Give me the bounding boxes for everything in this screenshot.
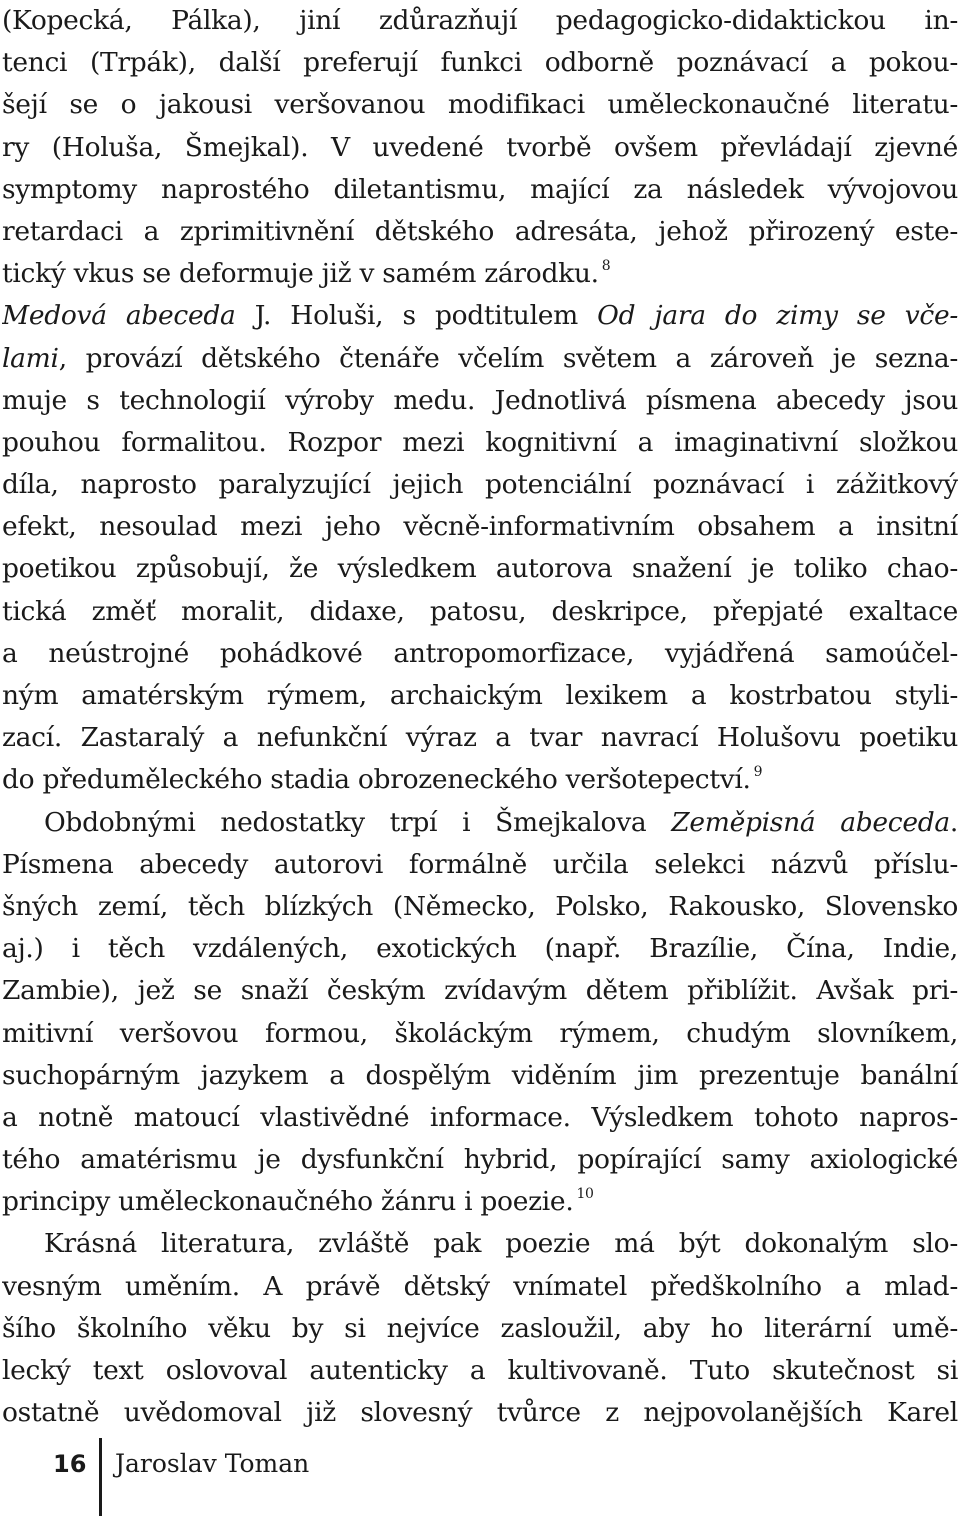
text-segment: do předuměleckého stadia obrozeneckého veršotepectví. [2,764,751,796]
text-line [2,253,958,295]
paragraph [2,295,958,801]
page-footer [0,1438,960,1508]
text-segment: vesným uměním. A právě dětský vnímatel předškolního a mlad- [2,1270,958,1302]
text-segment: . [949,806,958,838]
paragraph [2,0,958,295]
text-line [2,422,958,464]
text-line [2,1013,958,1055]
italic-title: Zeměpisná abeceda [671,806,950,838]
text-segment: , provází dětského čtenáře včelím světem a zároveň je sezna- [58,342,958,374]
text-line [2,1223,958,1265]
text-line [2,506,958,548]
text-segment: poetikou způsobují, že výsledkem autorova snažení je toliko chao- [2,553,958,585]
text-line [2,633,958,675]
text-segment: muje s technologií výroby medu. Jednotlivá písmena abecedy jsou [2,384,958,416]
text-segment: lecký text oslovoval autenticky a kultivovaně. Tuto skutečnost si [2,1355,958,1386]
text-line [2,295,958,337]
text-segment: pouhou formalitou. Rozpor mezi kognitivní a imaginativní složkou [2,426,958,458]
text-segment: ry (Holuša, Šmejkal). V uvedené tvorbě ovšem převládají zjevné [2,131,958,163]
text-segment: tenci (Trpák), další preferují funkci odborně poznávací a pokou- [2,47,958,79]
text-line [2,844,958,886]
text-line [2,886,958,928]
text-segment: symptomy naprostého diletantismu, mající za následek vývojovou [2,173,958,205]
text-line [2,1266,958,1308]
text-segment: retardaci a zprimitivnění dětského adresáta, jehož přirozený este- [2,215,958,247]
footnote-marker[interactable]: 8 [601,258,611,275]
footnote-marker[interactable]: 10 [576,1186,594,1203]
text-segment: Krásná literatura, zvláště pak poezie má být dokonalým slo- [44,1228,958,1260]
text-line [2,1097,958,1139]
text-line [2,84,958,126]
italic-title: Od jara do zimy se vče- [597,300,958,332]
text-line [2,1308,958,1350]
text-line [2,759,958,801]
text-segment: principy uměleckonaučného žánru i poezie. [2,1186,574,1218]
text-line [2,675,958,717]
text-line [2,380,958,422]
paragraph [2,1223,958,1434]
body-text [2,0,958,1434]
footnote-marker[interactable]: 9 [753,764,763,781]
text-segment: a neústrojné pohádkové antropomorfizace, vyjádřená samoúčel- [2,637,958,669]
text-line [2,717,958,759]
text-line [2,1139,958,1181]
text-segment: Písmena abecedy autorovi formálně určila selekci názvů příslu- [2,848,958,880]
text-line [2,548,958,590]
text-line [2,802,958,844]
text-line [2,0,958,42]
italic-title: lami [2,342,59,374]
text-segment: díla, naprosto paralyzující jejich potenciální poznávací i zážitkový [2,469,958,501]
text-segment: J. Holuši, s podtitulem [235,300,598,332]
text-line [2,42,958,84]
paragraph [2,802,958,1224]
text-segment: mitivní veršovou formou, školáckým rýmem, chudým slovníkem, [2,1017,958,1049]
text-segment: šných zemí, těch blízkých (Německo, Polsko, Rakousko, Slovensko [2,890,958,922]
text-segment: a notně matoucí vlastivědné informace. Výsledkem tohoto napros- [2,1101,958,1133]
text-line [2,464,958,506]
text-segment: Obdobnými nedostatky trpí i Šmejkalova [44,806,672,838]
text-segment: suchopárným jazykem a dospělým viděním jim prezentuje banální [2,1059,958,1091]
text-segment: Zambie), jež se snaží českým zvídavým dětem přiblížit. Avšak pri- [2,975,958,1007]
text-segment: aj.) i těch vzdálených, exotických (např. Brazílie, Čína, Indie, [2,933,958,965]
text-segment: šího školního věku by si nejvíce zasloužil, aby ho literární umě- [2,1312,958,1344]
text-line [2,1392,958,1434]
text-segment: tická změť moralit, didaxe, patosu, deskripce, přepjaté exaltace [2,595,958,627]
text-line [2,970,958,1012]
text-line [2,1181,958,1223]
running-author: Jaroslav Toman [115,1449,310,1478]
text-line [2,169,958,211]
text-line [2,928,958,970]
text-line [2,338,958,380]
text-segment: ným amatérským rýmem, archaickým lexikem a kostrbatou styli- [2,680,958,711]
text-segment: zací. Zastaralý a nefunkční výraz a tvar navrací Holušovu poetiku [2,722,958,754]
text-line [2,1055,958,1097]
text-segment: ostatně uvědomoval již slovesný tvůrce z nejpovolanějších Karel [2,1397,958,1429]
page-number: 16 [53,1450,87,1478]
text-segment: tický vkus se deformuje již v samém zárodku. [2,258,599,290]
text-segment: (Kopecká, Pálka), jiní zdůrazňují pedagogicko-didaktickou in- [2,5,958,36]
text-line [2,127,958,169]
text-segment: efekt, nesoulad mezi jeho věcně-informativním obsahem a insitní [2,511,958,543]
italic-title: Medová abeceda [2,300,236,332]
text-line [2,591,958,633]
text-segment: šejí se o jakousi veršovanou modifikaci uměleckonaučné literatu- [2,89,958,121]
text-segment: tého amatérismu je dysfunkční hybrid, popírající samy axiologické [2,1144,958,1176]
text-line [2,1350,958,1392]
text-line [2,211,958,253]
footer-divider [99,1438,102,1516]
